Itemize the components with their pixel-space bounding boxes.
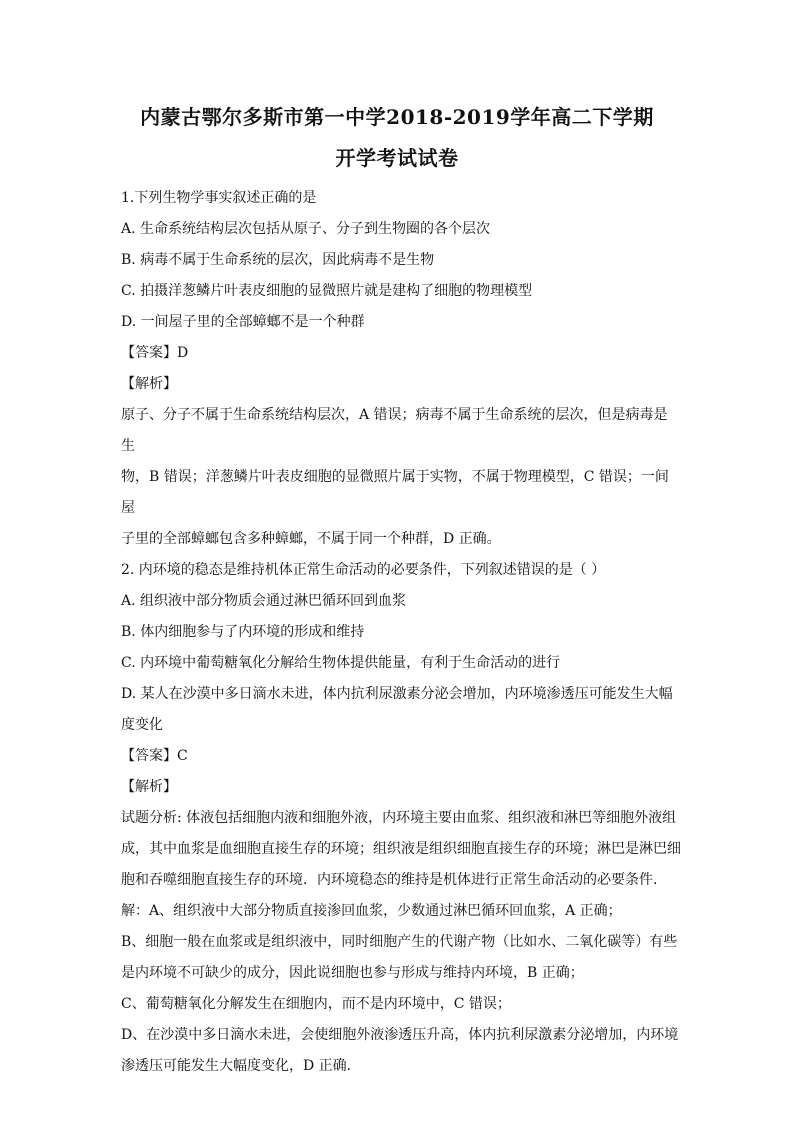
question-2-analysis-line: 解：A、组织液中大部分物质直接渗回血浆，少数通过淋巴循环回血浆，A 正确； (121, 903, 622, 919)
question-2-option-a: A. 组织液中部分物质会通过淋巴循环回到血浆 (121, 593, 407, 609)
question-2-analysis-line: 试题分析: 体液包括细胞内液和细胞外液，内环境主要由血浆、组织液和淋巴等细胞外液组 (121, 810, 677, 826)
question-2-option-b: B. 体内细胞参与了内环境的形成和维持 (121, 624, 365, 640)
question-1-analysis-line: 物，B 错误；洋葱鳞片叶表皮细胞的显微照片属于实物，不属于物理模型，C 错误；一间屋 (121, 469, 669, 516)
question-2-analysis-line: D、在沙漠中多日滴水未进，会使细胞外液渗透压升高，体内抗利尿激素分泌增加，内环境 (121, 1027, 679, 1043)
question-2-analysis-line: B、细胞一般在血浆或是组织液中，同时细胞产生的代谢产物（比如水、二氧化碳等）有些 (121, 934, 678, 950)
question-2-analysis-line: 胞和吞噬细胞直接生存的环境．内环境稳态的维持是机体进行正常生命活动的必要条件． (121, 872, 667, 888)
question-1-analysis-line: 子里的全部蟑螂包含多种蟑螂，不属于同一个种群，D 正确。 (121, 531, 501, 547)
question-1-stem: 1.下列生物学事实叙述正确的是 (121, 190, 317, 206)
question-2-stem: 2. 内环境的稳态是维持机体正常生命活动的必要条件，下列叙述错误的是（ ） (121, 562, 606, 578)
question-2-option-d-continued: 度变化 (121, 717, 163, 733)
question-1-option-b: B. 病毒不属于生命系统的层次，因此病毒不是生物 (121, 252, 435, 268)
question-1-option-d: D. 一间屋子里的全部蟑螂不是一个种群 (121, 314, 365, 330)
question-2-answer: 【答案】C (121, 748, 188, 764)
question-1-answer: 【答案】D (121, 345, 189, 361)
question-1-option-c: C. 拍摄洋葱鳞片叶表皮细胞的显微照片就是建构了细胞的物理模型 (121, 283, 533, 299)
question-2-analysis-line: 渗透压可能发生大幅度变化，D 正确． (121, 1058, 361, 1074)
question-2-analysis-line: C、葡萄糖氧化分解发生在细胞内，而不是内环境中，C 错误； (121, 996, 511, 1012)
question-2-analysis-line: 是内环境不可缺少的成分，因此说细胞也参与形成与维持内环境，B 正确； (121, 965, 584, 981)
page-title: 内蒙古鄂尔多斯市第一中学2018-2019学年高二下学期 (140, 105, 654, 129)
document-body (121, 183, 681, 1082)
question-2-analysis-label: 【解析】 (121, 779, 177, 795)
question-1-analysis-line: 原子、分子不属于生命系统结构层次，A 错误；病毒不属于生命系统的层次，但是病毒是生 (121, 407, 668, 454)
page-subtitle: 开学考试试卷 (335, 146, 459, 170)
question-2-option-d: D. 某人在沙漠中多日滴水未进，体内抗利尿激素分泌会增加，内环境渗透压可能发生大幅 (121, 686, 673, 702)
question-1-analysis-label: 【解析】 (121, 376, 177, 392)
question-2-option-c: C. 内环境中葡萄糖氧化分解给生物体提供能量，有利于生命活动的进行 (121, 655, 561, 671)
question-1-option-a: A. 生命系统结构层次包括从原子、分子到生物圈的各个层次 (121, 221, 491, 237)
question-2-analysis-line: 成，其中血浆是血细胞直接生存的环境；组织液是组织细胞直接生存的环境；淋巴是淋巴细 (121, 841, 681, 857)
